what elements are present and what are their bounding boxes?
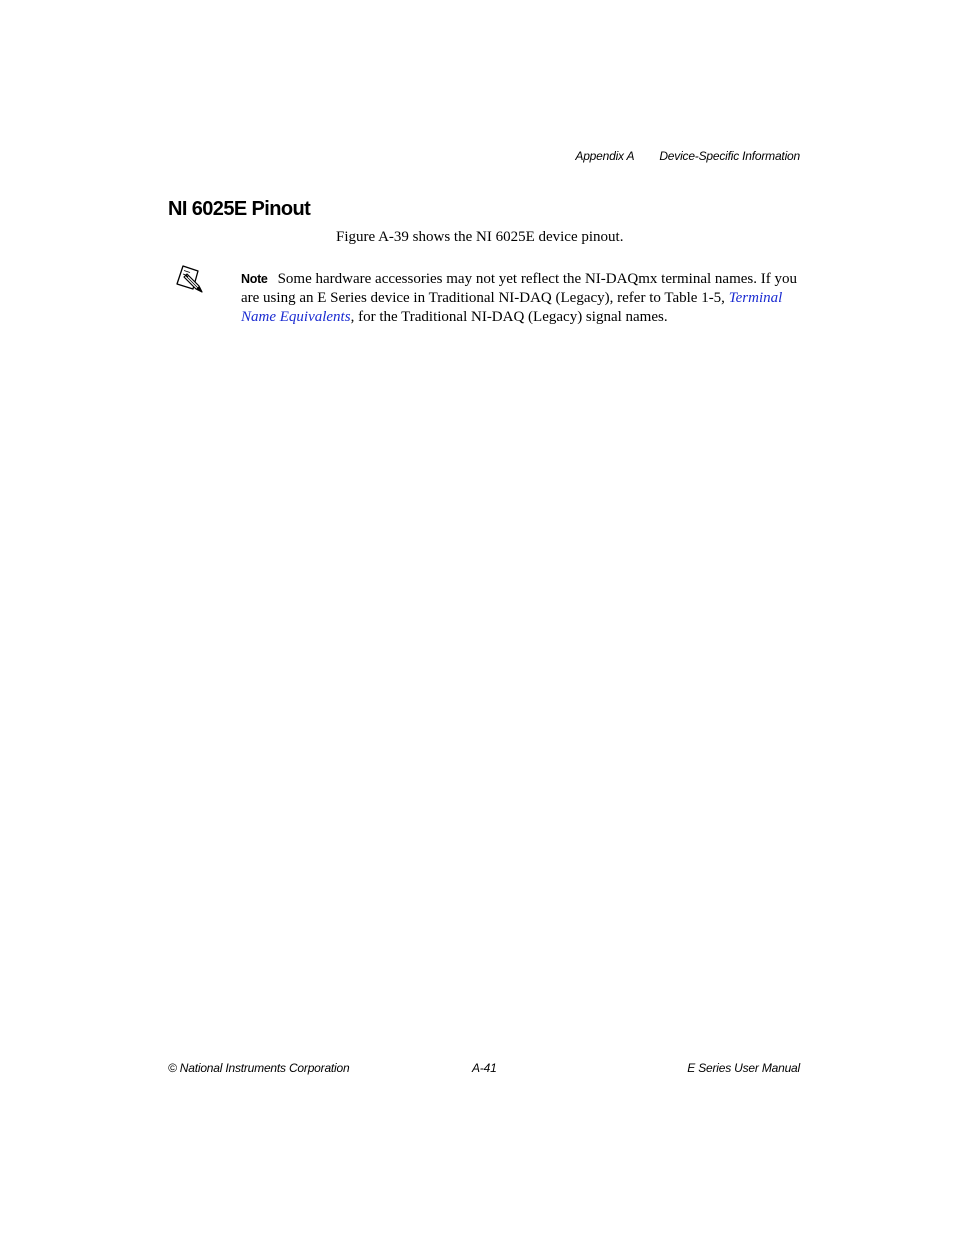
note-pencil-icon	[174, 263, 206, 295]
running-header	[575, 149, 800, 163]
note-paragraph	[241, 270, 801, 326]
terminal-name-equivalents-link[interactable]: Terminal Name Equivalents	[241, 289, 783, 325]
note-text-end: , for the Traditional NI-DAQ (Legacy) signal names.	[350, 308, 668, 325]
footer-copyright: © National Instruments Corporation	[168, 1061, 350, 1075]
header-appendix: Appendix A	[575, 149, 635, 163]
note-label: Note	[241, 272, 268, 286]
intro-paragraph: Figure A-39 shows the NI 6025E device pinout.	[336, 229, 624, 245]
section-title: NI 6025E Pinout	[168, 198, 311, 220]
note-text-start: Some hardware accessories may not yet reflect the NI-DAQmx terminal names. If you are using an E Series device in Traditional NI-DAQ (Legacy), refer to Table 1-5,	[241, 271, 797, 306]
header-chapter: Device-Specific Information	[659, 149, 800, 163]
footer-manual-title: E Series User Manual	[687, 1061, 800, 1075]
page-number: A-41	[472, 1061, 497, 1075]
